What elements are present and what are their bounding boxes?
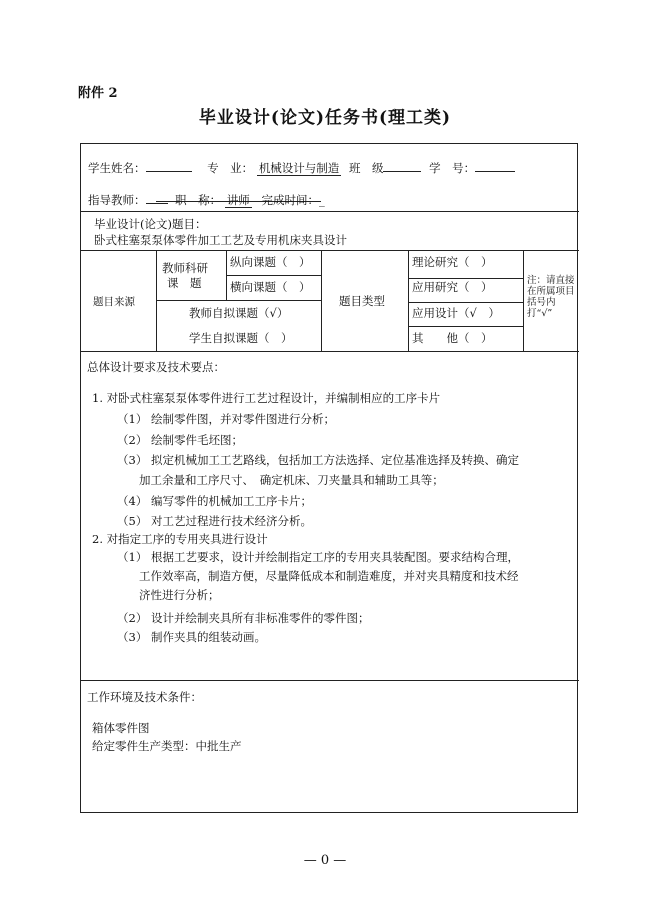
requirement-line: （3） 拟定机械加工工艺路线，包括加工方法选择、定位基准选择及转换、确定	[117, 453, 519, 467]
teacher-research-label: 教师科研	[162, 261, 208, 275]
requirement-line: （2） 绘制零件毛坯图；	[117, 433, 243, 447]
horizontal-topic-option[interactable]: 横向课题（ ）	[230, 280, 311, 294]
page-number: — 0 —	[303, 853, 347, 868]
requirements-heading: 总体设计要求及技术要点：	[87, 360, 225, 374]
column-divider	[523, 250, 524, 351]
column-divider	[321, 250, 322, 351]
row-divider	[81, 211, 579, 212]
student-info-line	[88, 159, 515, 175]
other-option[interactable]: 其 他（ ）	[412, 331, 493, 345]
job-title-value[interactable]: 讲师	[226, 193, 250, 207]
appendix-label: 附件 2	[78, 86, 118, 101]
column-divider	[156, 250, 157, 351]
environment-line: 箱体零件图	[92, 721, 150, 735]
major-label: 专 业：	[207, 161, 254, 175]
environment-heading: 工作环境及技术条件：	[87, 690, 202, 704]
student-name-field[interactable]	[146, 159, 192, 172]
requirement-line: （5） 对工艺过程进行技术经济分析。	[117, 514, 312, 528]
row-divider	[226, 275, 321, 276]
major-value[interactable]: 机械设计与制造	[258, 161, 340, 175]
requirement-line: 加工余量和工序尺寸、 确定机床、刀夹量具和辅助工具等；	[139, 473, 444, 487]
requirement-line: （2） 设计并绘制夹具所有非标准零件的零件图；	[117, 611, 370, 625]
advisor-field[interactable]	[146, 191, 168, 204]
requirement-line: 工作效率高，制造方便，尽量降低成本和制造难度，并对夹具精度和技术经	[139, 569, 519, 583]
column-divider	[226, 250, 227, 300]
row-divider	[408, 278, 523, 279]
applied-research-option[interactable]: 应用研究（ ）	[412, 280, 493, 294]
applied-design-option[interactable]: 应用设计（√ ）	[412, 306, 500, 320]
requirement-line: （4） 编写零件的机械加工工序卡片；	[117, 494, 312, 508]
completion-time-label: 完成时间：	[261, 193, 319, 207]
job-title-label: 职 称：	[175, 193, 222, 207]
row-divider	[81, 351, 579, 352]
teacher-research-label-2: 课 题	[167, 276, 202, 290]
topic-type-label: 题目类型	[339, 294, 385, 308]
thesis-topic-value: 卧式柱塞泵泵体零件加工工艺及专用机床夹具设计	[94, 233, 347, 247]
thesis-topic-label: 毕业设计(论文)题目：	[94, 217, 207, 231]
environment-line: 给定零件生产类型：中批生产	[92, 739, 242, 753]
theory-research-option[interactable]: 理论研究（ ）	[412, 255, 493, 269]
advisor-info-line	[88, 191, 325, 207]
advisor-label: 指导教师：	[88, 193, 146, 207]
student-self-topic-option[interactable]: 学生自拟课题（ ）	[189, 331, 293, 345]
completion-time-value[interactable]: _	[318, 193, 325, 207]
class-field[interactable]	[383, 159, 421, 172]
requirement-line: 2. 对指定工序的专用夹具进行设计	[92, 532, 268, 546]
task-form-table	[80, 143, 578, 813]
requirement-line: 1. 对卧式柱塞泵泵体零件进行工艺过程设计，并编制相应的工序卡片	[92, 391, 441, 405]
row-divider	[156, 300, 321, 301]
student-id-label: 学 号：	[429, 161, 476, 175]
vertical-topic-option[interactable]: 纵向课题（ ）	[230, 255, 311, 269]
student-id-field[interactable]	[475, 159, 515, 172]
requirement-line: （1） 绘制零件图，并对零件图进行分析；	[117, 412, 335, 426]
class-label: 班 级	[348, 161, 384, 175]
student-name-label: 学生姓名：	[88, 161, 146, 175]
requirement-line: 济性进行分析；	[139, 588, 220, 602]
teacher-self-topic-option[interactable]: 教师自拟课题（√）	[189, 306, 289, 320]
column-divider	[408, 250, 409, 351]
requirement-line: （3） 制作夹具的组装动画。	[117, 630, 266, 644]
document-title: 毕业设计(论文)任务书(理工类)	[198, 108, 452, 128]
row-divider	[408, 326, 523, 327]
row-divider	[81, 680, 579, 681]
requirement-line: （1） 根据工艺要求，设计并绘制指定工序的专用夹具装配图。要求结构合理，	[117, 550, 519, 564]
row-divider	[408, 302, 523, 303]
topic-source-label: 题目来源	[93, 296, 135, 308]
checkmark-note: 注：请直接在所属项目括号内打“√”	[527, 275, 575, 319]
